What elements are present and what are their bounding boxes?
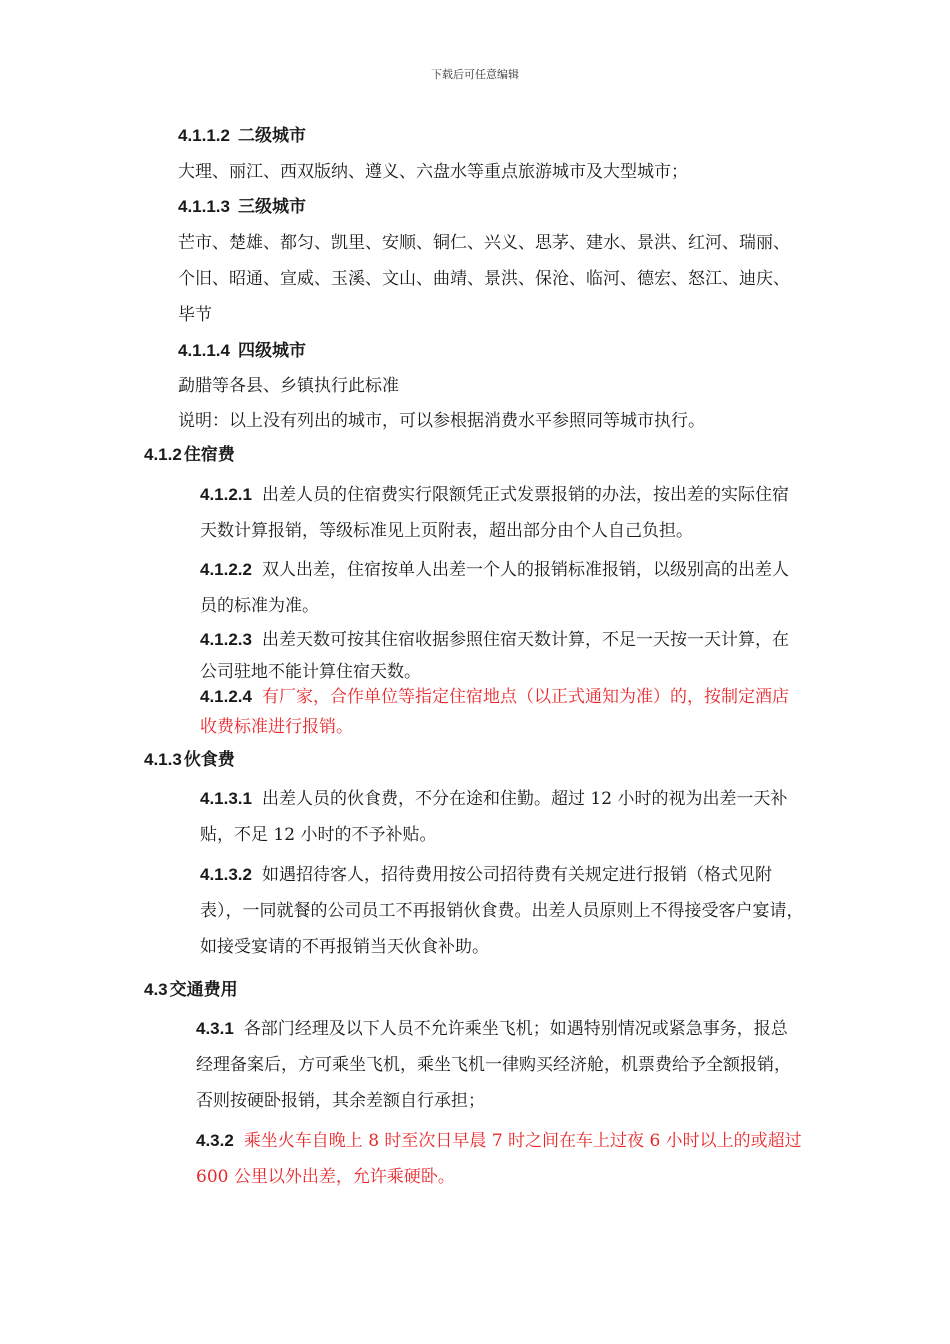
section-title: 四级城市 bbox=[238, 341, 306, 361]
clause-4-1-2-1 bbox=[200, 477, 789, 549]
page-header: 下载后可任意编辑 bbox=[431, 68, 519, 81]
section-title: 三级城市 bbox=[238, 197, 306, 217]
section-title: 二级城市 bbox=[238, 126, 306, 146]
section-title: 伙食费 bbox=[183, 750, 235, 770]
section-number: 4.1.3 bbox=[144, 750, 182, 769]
section-number: 4.3 bbox=[144, 980, 168, 999]
section-number: 4.1.2 bbox=[144, 445, 182, 464]
section-number: 4.1.1.3 bbox=[178, 197, 230, 216]
clause-number: 4.1.3.2 bbox=[200, 865, 252, 884]
heading-4-1-3 bbox=[144, 742, 235, 778]
text-line: 芒市、楚雄、都匀、凯里、安顺、铜仁、兴义、思茅、建水、景洪、红河、瑞丽、 bbox=[178, 233, 790, 253]
clause-number: 4.3.1 bbox=[196, 1019, 234, 1038]
text-line: 出差人员的住宿费实行限额凭正式发票报销的办法，按出差的实际住宿 bbox=[262, 485, 789, 505]
highlighted-text-line: 有厂家，合作单位等指定住宿地点（以正式通知为准）的，按制定酒店 bbox=[262, 687, 789, 707]
heading-4-3 bbox=[144, 972, 238, 1008]
text-line: 员的标准为准。 bbox=[200, 596, 319, 616]
text-line: 双人出差，住宿按单人出差一个人的报销标准报销，以级别高的出差人 bbox=[262, 560, 789, 580]
note-paragraph: 说明：以上没有列出的城市，可以参根据消费水平参照同等城市执行。 bbox=[178, 411, 705, 431]
clause-number: 4.1.2.1 bbox=[200, 485, 252, 504]
text-line: 贴，不足 12 小时的不予补贴。 bbox=[200, 825, 437, 845]
text-line: 公司驻地不能计算住宿天数。 bbox=[200, 662, 421, 682]
clause-number: 4.1.2.2 bbox=[200, 560, 252, 579]
heading-4-1-1-2 bbox=[178, 118, 306, 154]
text-line: 表），一同就餐的公司员工不再报销伙食费。出差人员原则上不得接受客户宴请， bbox=[200, 901, 804, 921]
clause-4-1-2-2 bbox=[200, 552, 789, 624]
clause-4-1-2-3 bbox=[200, 624, 789, 688]
text-line: 个旧、昭通、宣威、玉溪、文山、曲靖、景洪、保沧、临河、德宏、怒江、迪庆、 bbox=[178, 269, 790, 289]
clause-4-1-3-1 bbox=[200, 781, 787, 853]
text-line: 如接受宴请的不再报销当天伙食补助。 bbox=[200, 937, 489, 957]
text-line: 毕节 bbox=[178, 305, 212, 325]
paragraph-fourth-tier-cities: 勐腊等各县、乡镇执行此标准 bbox=[178, 376, 399, 396]
clause-number: 4.1.3.1 bbox=[200, 789, 252, 808]
text-line: 各部门经理及以下人员不允许乘坐飞机；如遇特别情况或紧急事务，报总 bbox=[243, 1019, 788, 1039]
highlighted-text-line: 收费标准进行报销。 bbox=[200, 717, 353, 737]
section-number: 4.1.1.4 bbox=[178, 341, 230, 360]
section-title: 交通费用 bbox=[169, 980, 238, 1000]
paragraph-third-tier-cities bbox=[178, 225, 790, 333]
text-line: 经理备案后，方可乘坐飞机，乘坐飞机一律购买经济舱，机票费给予全额报销， bbox=[196, 1055, 791, 1075]
text-line: 如遇招待客人，招待费用按公司招待费有关规定进行报销（格式见附 bbox=[262, 865, 772, 885]
heading-4-1-1-3 bbox=[178, 189, 306, 225]
clause-number: 4.3.2 bbox=[196, 1131, 234, 1150]
heading-4-1-2 bbox=[144, 437, 235, 473]
highlighted-text-line: 600 公里以外出差，允许乘硬卧。 bbox=[196, 1167, 455, 1187]
heading-4-1-1-4 bbox=[178, 333, 306, 369]
section-title: 住宿费 bbox=[183, 445, 235, 465]
text-line: 出差天数可按其住宿收据参照住宿天数计算，不足一天按一天计算，在 bbox=[262, 630, 789, 650]
text-line: 否则按硬卧报销，其余差额自行承担； bbox=[196, 1091, 485, 1111]
text-line: 天数计算报销，等级标准见上页附表，超出部分由个人自己负担。 bbox=[200, 521, 693, 541]
clause-4-3-2 bbox=[196, 1123, 802, 1195]
clause-number: 4.1.2.4 bbox=[200, 687, 252, 706]
section-number: 4.1.1.2 bbox=[178, 126, 230, 145]
clause-4-1-2-4 bbox=[200, 682, 789, 742]
clause-4-1-3-2 bbox=[200, 857, 804, 965]
paragraph-second-tier-cities: 大理、丽江、西双版纳、遵义、六盘水等重点旅游城市及大型城市； bbox=[178, 162, 688, 182]
text-line: 出差人员的伙食费，不分在途和住勤。超过 12 小时的视为出差一天补 bbox=[262, 789, 788, 809]
clause-number: 4.1.2.3 bbox=[200, 630, 252, 649]
clause-4-3-1 bbox=[196, 1011, 791, 1119]
highlighted-text-line: 乘坐火车自晚上 8 时至次日早晨 7 时之间在车上过夜 6 小时以上的或超过 bbox=[243, 1131, 802, 1151]
